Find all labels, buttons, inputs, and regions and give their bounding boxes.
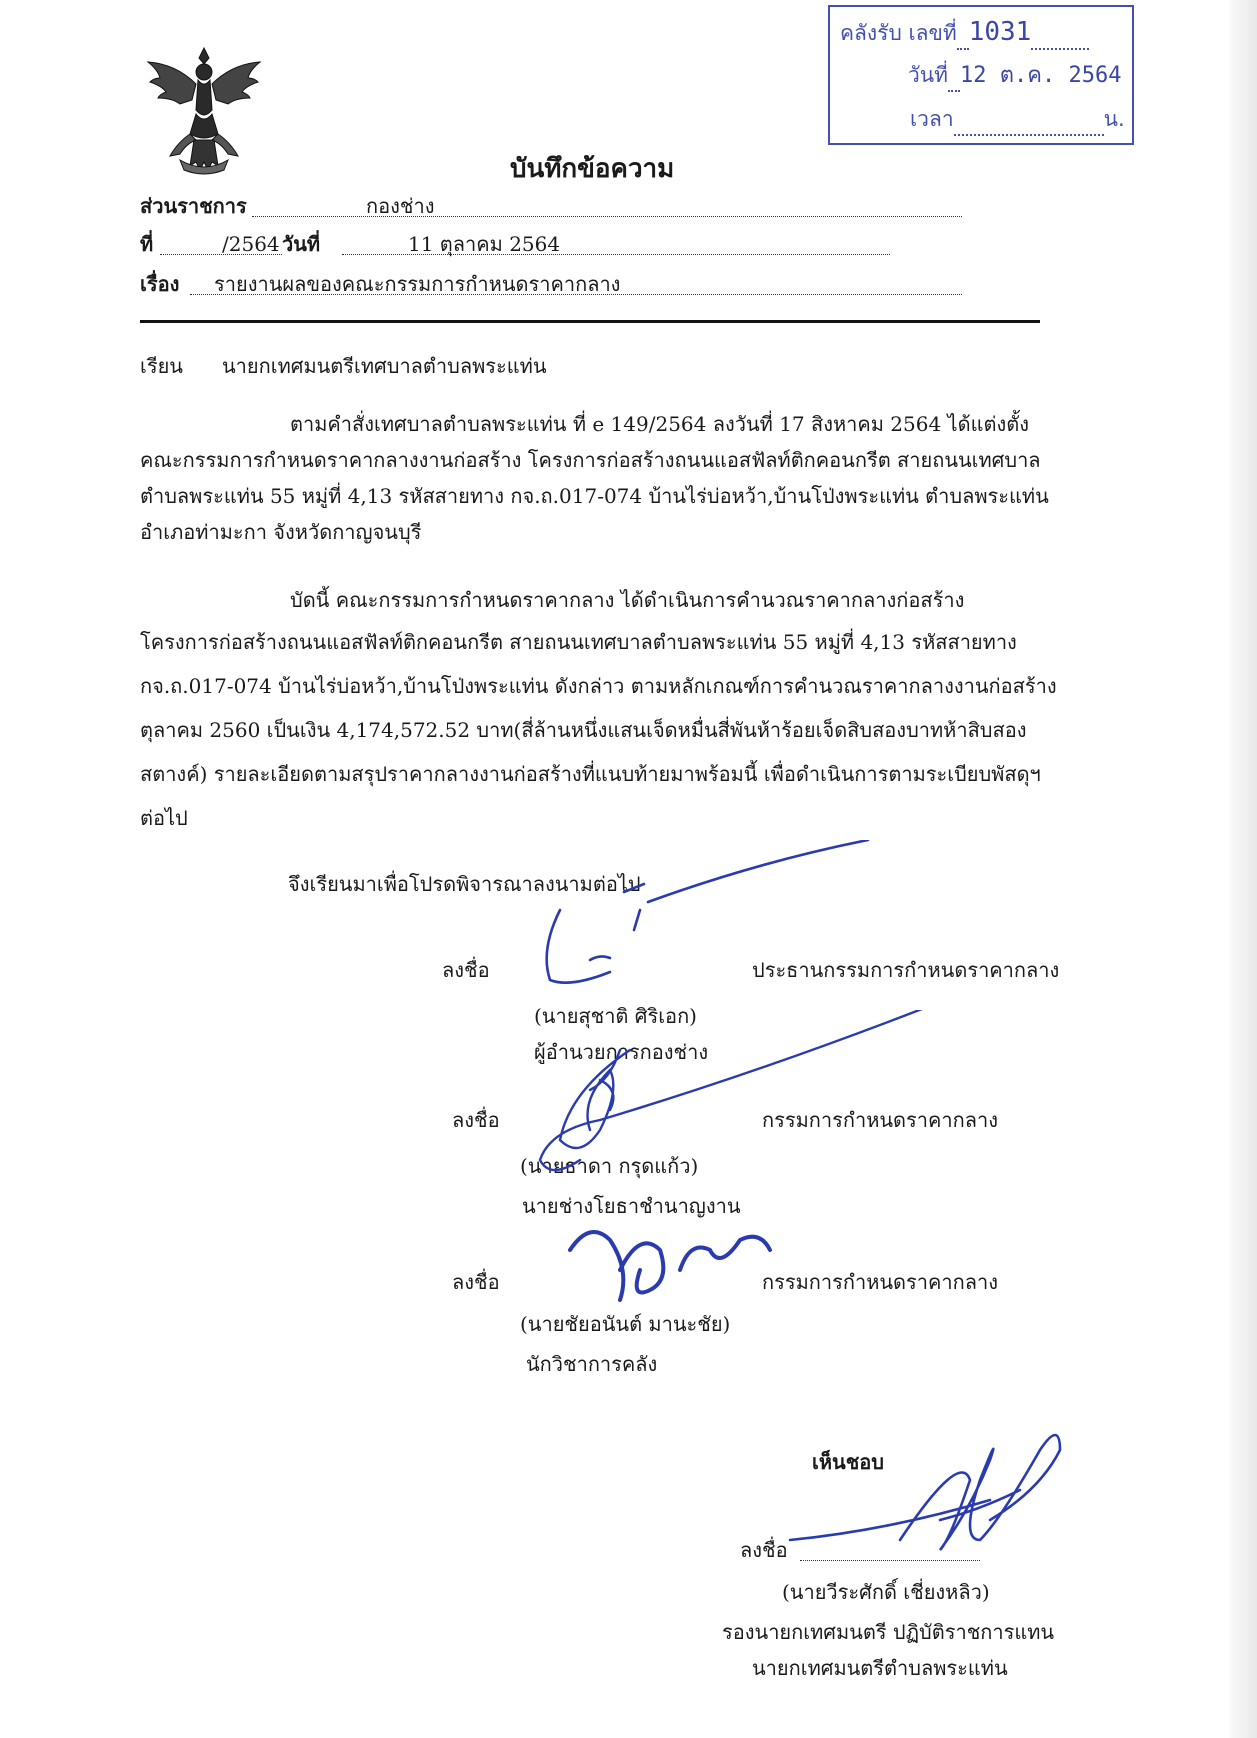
- signatory3-role: กรรมการกำหนดราคากลาง: [762, 1270, 998, 1294]
- garuda-emblem-icon: [140, 40, 268, 180]
- stamp-time-suffix: น.: [1103, 107, 1125, 131]
- approval-signature-icon: [780, 1420, 1100, 1580]
- stamp-date-label: วันที่: [908, 63, 948, 87]
- date-value: 11 ตุลาคม 2564: [408, 232, 561, 256]
- paragraph2-line: บัดนี้ คณะกรรมการกำหนดราคากลาง ได้ดำเนินการคำนวณราคากลางก่อสร้าง: [290, 588, 965, 612]
- signatory1-sign-label: ลงชื่อ: [442, 958, 490, 982]
- approval-position-line1: รองนายกเทศมนตรี ปฏิบัติราชการแทน: [722, 1620, 1055, 1644]
- signatory2-sign-label: ลงชื่อ: [452, 1108, 500, 1132]
- signature-1-icon: [520, 840, 880, 1000]
- paragraph2-line: โครงการก่อสร้างถนนแอสฟัลท์ติกคอนกรีต สายถนนเทศบาลตำบลพระแท่น 55 หมู่ที่ 4,13 รหัสสายทาง: [140, 630, 1017, 654]
- signatory3-name: (นายชัยอนันต์ มานะชัย): [520, 1312, 731, 1336]
- approval-sign-label: ลงชื่อ: [740, 1538, 788, 1562]
- paragraph2-line: สตางค์) รายละเอียดตามสรุปราคากลางงานก่อสร้างที่แนบท้ายมาพร้อมนี้ เพื่อดำเนินการตามระเบียบพัสดุฯ: [140, 762, 1041, 786]
- subject-value: รายงานผลของคณะกรรมการกำหนดราคากลาง: [214, 272, 621, 296]
- approval-position-line2: นายกเทศมนตรีตำบลพระแท่น: [752, 1656, 1008, 1680]
- document-title: บันทึกข้อความ: [510, 154, 675, 184]
- signatory2-position: นายช่างโยธาชำนาญงาน: [522, 1194, 741, 1218]
- paragraph1-line: อำเภอท่ามะกา จังหวัดกาญจนบุรี: [140, 520, 422, 544]
- agency-value: กองช่าง: [366, 194, 435, 218]
- subject-label: เรื่อง: [140, 272, 180, 296]
- signatory1-name: (นายสุชาติ ศิริเอก): [534, 1004, 697, 1028]
- signatory3-position: นักวิชาการคลัง: [526, 1352, 658, 1376]
- salutation-recipient: นายกเทศมนตรีเทศบาลตำบลพระแท่น: [222, 354, 547, 378]
- signatory3-sign-label: ลงชื่อ: [452, 1270, 500, 1294]
- paragraph1-line: ตำบลพระแท่น 55 หมู่ที่ 4,13 รหัสสายทาง กจ.ถ.017-074 บ้านไร่บ่อหว้า,บ้านโป่งพระแท่น ตำบลพระแท่น: [140, 484, 1049, 508]
- agency-label: ส่วนราชการ: [140, 194, 247, 218]
- approval-name: (นายวีระศักดิ์ เชี่ยงหลิว): [782, 1580, 990, 1604]
- stamp-number-label: คลังรับ เลขที่: [840, 21, 957, 45]
- closing-line: จึงเรียนมาเพื่อโปรดพิจารณาลงนามต่อไป: [288, 872, 641, 896]
- stamp-date-value: 12 ต.ค. 2564: [960, 63, 1122, 88]
- stamp-time-label: เวลา: [910, 107, 954, 131]
- salutation-label: เรียน: [140, 354, 183, 378]
- paragraph2-line: ต่อไป: [140, 806, 188, 830]
- paragraph2-line: กจ.ถ.017-074 บ้านไร่บ่อหว้า,บ้านโป่งพระแท่น ดังกล่าว ตามหลักเกณฑ์การคำนวณราคากลางงานก่อสร้าง: [140, 674, 1057, 698]
- paragraph1-line: ตามคำสั่งเทศบาลตำบลพระแท่น ที่ e 149/2564 ลงวันที่ 17 สิงหาคม 2564 ได้แต่งตั้ง: [290, 412, 1030, 436]
- receiving-stamp: [828, 5, 1134, 145]
- signatory1-position: ผู้อำนวยการกองช่าง: [534, 1040, 709, 1064]
- signatory2-role: กรรมการกำหนดราคากลาง: [762, 1108, 998, 1132]
- signatory1-role: ประธานกรรมการกำหนดราคากลาง: [752, 958, 1060, 982]
- signatory2-name: (นายธาดา กรุดแก้ว): [520, 1154, 699, 1178]
- signature-2-icon: [520, 1010, 980, 1180]
- page-edge: [1229, 0, 1257, 1738]
- header-rule: [140, 320, 1040, 323]
- agency-dotline: [252, 194, 962, 217]
- paragraph1-line: คณะกรรมการกำหนดราคากลางงานก่อสร้าง โครงการก่อสร้างถนนแอสฟัลท์ติกคอนกรีต สายถนนเทศบาล: [140, 448, 1041, 472]
- stamp-number-value: 1031: [968, 17, 1032, 47]
- paragraph2-line: ตุลาคม 2560 เป็นเงิน 4,174,572.52 บาท(สี่ล้านหนึ่งแสนเจ็ดหมื่นสี่พันห้าร้อยเจ็ดสิบสองบาทห้าสิบสอง: [140, 718, 1027, 742]
- number-value: /2564: [222, 232, 280, 256]
- approval-label: เห็นชอบ: [812, 1450, 884, 1474]
- number-label: ที่: [140, 232, 154, 256]
- signature-3-icon: [560, 1200, 780, 1320]
- date-label: วันที่: [282, 232, 321, 256]
